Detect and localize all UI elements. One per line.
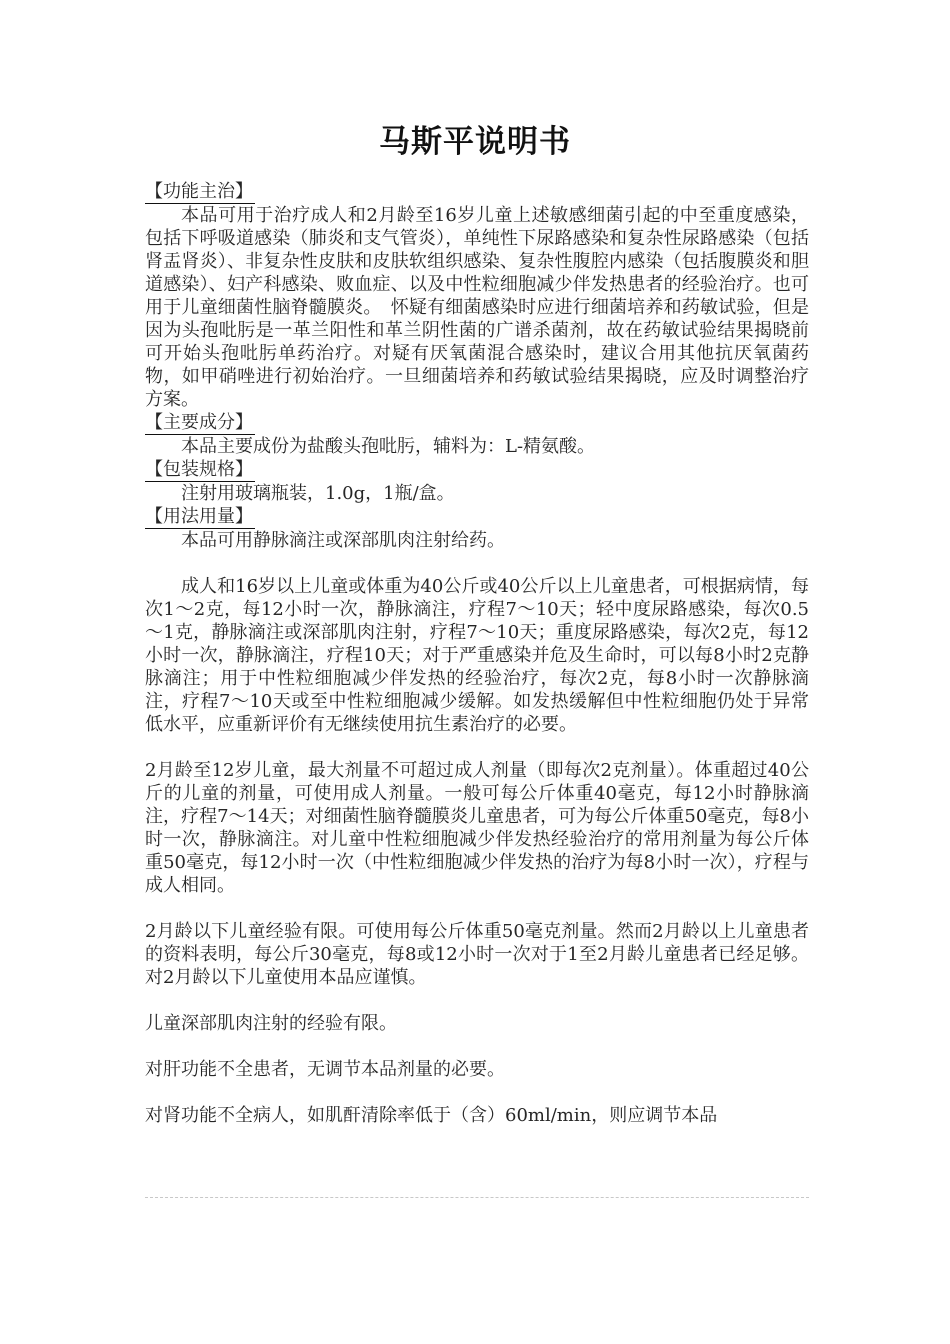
paragraph-adult-dosage: 成人和16岁以上儿童或体重为40公斤或40公斤以上儿童患者，可根据病情，每次1～2克，每12小时一次，静脉滴注，疗程7～10天；轻中度尿路感染，每次0.5～1克，静脉滴注或深部肌肉注射，疗程7～10天；重度尿路感染，每次2克，每12小时一次，静脉滴注，疗程10天；对于严重感染并危及生命时，可以每8小时2克静脉滴注；用于中性粒细胞减少伴发热的经验治疗，每次2克，每8小时一次静脉滴注，疗程7～10天或至中性粒细胞减少缓解。如发热缓解但中性粒细胞仍处于异常低水平，应重新评价有无继续使用抗生素治疗的必要。 [145,576,809,735]
section-heading-ingredients: 【主要成分】 [145,412,253,433]
section-heading-indications: 【功能主治】 [145,181,253,202]
usage-text: 本品可用静脉滴注或深部肌肉注射给药。 [181,530,505,551]
paragraph-infant-dosage: 2月龄以下儿童经验有限。可使用每公斤体重50毫克剂量。然而2月龄以上儿童患者的资料表明，每公斤30毫克，每8或12小时一次对于1至2月龄儿童患者已经足够。对2月龄以下儿童使用本品应谨慎。 [145,921,809,988]
document-body [145,180,809,1127]
section-heading-usage: 【用法用量】 [145,506,253,527]
section-ingredients [145,411,809,458]
section-indications [145,180,809,411]
paragraph-intramuscular: 儿童深部肌肉注射的经验有限。 [145,1013,397,1034]
document-title: 马斯平说明书 [379,124,571,160]
paragraph-hepatic: 对肝功能不全患者，无调节本品剂量的必要。 [145,1059,505,1080]
section-usage [145,505,809,552]
section-heading-package: 【包装规格】 [145,459,253,480]
paragraph-child-dosage: 2月龄至12岁儿童，最大剂量不可超过成人剂量（即每次2克剂量）。体重超过40公斤的儿童的剂量，可使用成人剂量。一般可每公斤体重40毫克，每12小时静脉滴注，疗程7～14天；对细菌性脑脊髓膜炎儿童患者，可为每公斤体重50毫克，每8小时一次，静脉滴注。对儿童中性粒细胞减少伴发热经验治疗的常用剂量为每公斤体重50毫克，每12小时一次（中性粒细胞减少伴发热的治疗为每8小时一次），疗程与成人相同。 [145,760,809,896]
indications-text: 本品可用于治疗成人和2月龄至16岁儿童上述敏感细菌引起的中至重度感染，包括下呼吸道感染（肺炎和支气管炎），单纯性下尿路感染和复杂性尿路感染（包括肾盂肾炎）、非复杂性皮肤和皮肤软组织感染、复杂性腹腔内感染（包括腹膜炎和胆道感染）、妇产科感染、败血症、以及中性粒细胞减少伴发热患者的经验治疗。也可用于儿童细菌性脑脊髓膜炎。 怀疑有细菌感染时应进行细菌培养和药敏试验，但是因为头孢吡肟是一革兰阳性和革兰阴性菌的广谱杀菌剂，故在药敏试验结果揭晓前可开始头孢吡肟单药治疗。对疑有厌氧菌混合感染时，建议合用其他抗厌氧菌药物，如甲硝唑进行初始治疗。一旦细菌培养和药敏试验结果揭晓，应及时调整治疗方案。 [145,205,809,410]
package-text: 注射用玻璃瓶装，1.0g，1瓶/盒。 [181,483,455,504]
page-cut-divider [145,1197,809,1198]
ingredients-text: 本品主要成份为盐酸头孢吡肟，辅料为：L-精氨酸。 [181,436,596,457]
section-package [145,458,809,505]
paragraph-renal: 对肾功能不全病人，如肌酐清除率低于（含）60ml/min，则应调节本品 [145,1105,718,1126]
